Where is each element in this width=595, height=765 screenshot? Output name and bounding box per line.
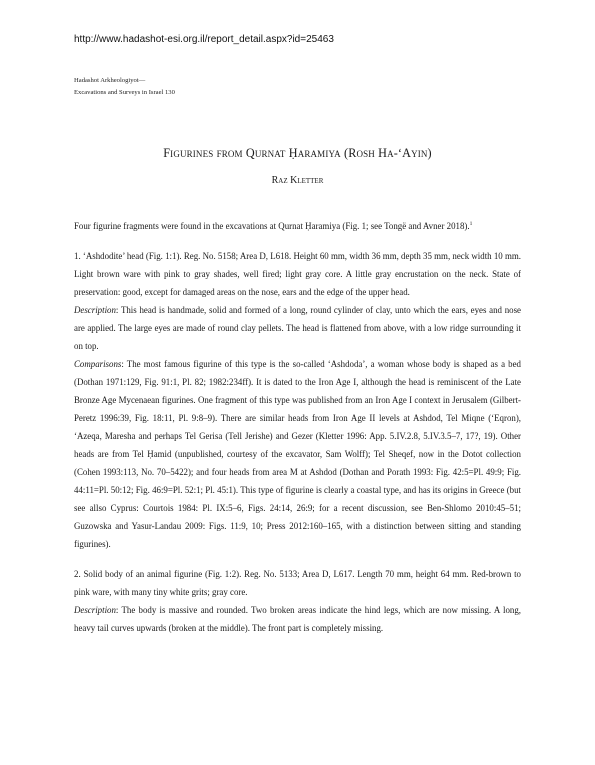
description-label: Description (74, 305, 116, 315)
article-title: Figurines from Qurnat Ḥaramiya (Rosh Ha-‘Ayin) (163, 146, 432, 160)
article-body (74, 217, 521, 637)
item-1-paragraph: 1. ‘Ashdodite’ head (Fig. 1:1). Reg. No. 5158; Area D, L618. Height 60 mm, width 36 mm, depth 35 mm, neck width 10 mm. Light brown ware with pink to gray shades, well fired; light gray core. A little gray encrustation on the neck. State of preservation: good, except for damaged areas on the nose, ears and the edge of the upper head. (74, 251, 521, 297)
journal-name: Hadashot Arkheologiyot— (74, 77, 146, 84)
item-2-paragraph: 2. Solid body of an animal figurine (Fig. 1:2). Reg. No. 5133; Area D, L617. Length 70 mm, height 64 mm. Red-brown to pink ware, with many tiny white grits; gray core. (74, 569, 521, 597)
item-1-comparisons: Comparisons: The most famous figurine of this type is the so-called ‘Ashdoda’, a woman whose body is shaped as a bed (Dothan 1971:129, Fig. 91:1, Pl. 82; 1982:234ff). It is dated to the Iron Age I, although the head is reminiscent of the Late Bronze Age Mycenaean figurines. One fragment of this type was published from an Iron Age I context in Jerusalem (Gilbert-Peretz 1996:39, Fig. 18:11, Pl. 9:8–9). There are similar heads from Iron Age II levels at Ashdod, Tel Miqne (‘Eqron), ‘Azeqa, Maresha and perhaps Tel Gerisa (Tell Jerishe) and Gezer (Kletter 1996: App. 5.IV.2.8, 5.IV.3.5–7, 17?, 19). Other heads are from Tel Ḥamid (unpublished, courtesy of the excavator, Sam Wolff); Tel Sheqef, now in the Dotot collection (Cohen 1993:113, No. 70–5422); and four heads from area M at Ashdod (Dothan and Porath 1993: Fig. 42:5=Pl. 49:9; Fig. 44:11=Pl. 50:12; Fig. 46:9=Pl. 52:1; Pl. 45:1). This type of figurine is clearly a coastal type, and has its origins in Greece (but see allso Cyprus: Courtois 1984: Pl. IX:5–6, Figs. 24:14, 26:9; for a recent discussion, see Ben-Shlomo 2010:45–51; Guzowska and Yasur-Landau 2009: Figs. 11:9, 10; Press 2012:160–165, with a distinction between sitting and standing figurines). (74, 359, 521, 549)
article-author: Raz Kletter (271, 175, 324, 186)
intro-paragraph (74, 217, 521, 235)
item-1-description: Description: This head is handmade, solid and formed of a long, round cylinder of clay, unto which the ears, eyes and nose are applied. The large eyes are made of round clay pellets. The head is flattened from above, with a low ridge surrounding it on top. (74, 305, 521, 351)
journal-issue: Excavations and Surveys in Israel 130 (74, 89, 175, 96)
description-label: Description (74, 605, 116, 615)
comparisons-label: Comparisons (74, 359, 122, 369)
item-2-description: Description: The body is massive and rounded. Two broken areas indicate the hind legs, which are now missing. A long, heavy tail curves upwards (broken at the middle). The front part is completely missing. (74, 605, 521, 633)
journal-header (74, 75, 175, 99)
intro-text: Four figurine fragments were found in the excavations at Qurnat Ḥaramiya (Fig. 1; see Tongë and Avner 2018). (74, 221, 470, 231)
footnote-marker[interactable]: 1 (469, 221, 473, 228)
source-url: http://www.hadashot-esi.org.il/report_detail.aspx?id=25463 (74, 34, 334, 45)
